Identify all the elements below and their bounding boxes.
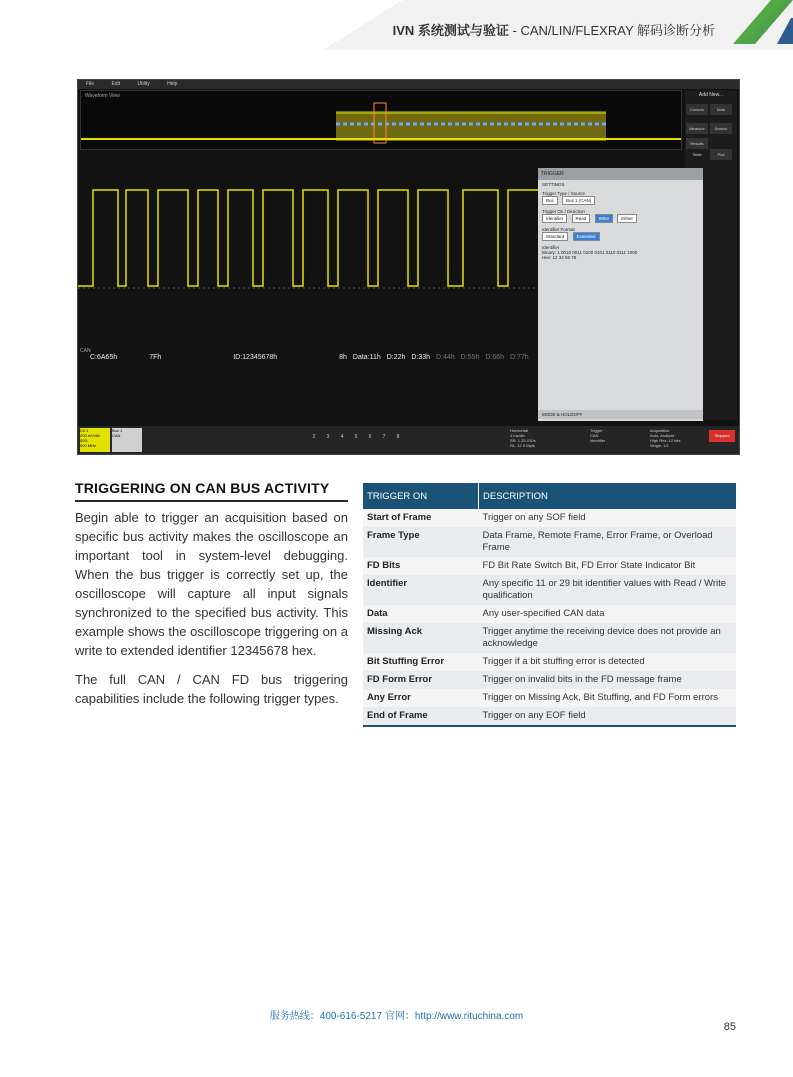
table-bottom-rule bbox=[363, 725, 736, 727]
trigger-description: Trigger on any EOF field bbox=[479, 707, 737, 725]
acquisition-count: Single: 1/1 bbox=[650, 443, 669, 448]
trigger-type-row: Trigger Type / Source Bus Bus 1 (CAN) bbox=[538, 189, 703, 207]
note-button[interactable]: Note bbox=[710, 104, 732, 115]
cursors-button[interactable]: Cursors bbox=[686, 104, 708, 115]
table-row bbox=[363, 509, 736, 527]
page-header bbox=[393, 20, 715, 39]
direction-label: Direction bbox=[567, 209, 585, 214]
channel-3-button[interactable]: 3 bbox=[326, 434, 330, 440]
trigger-name: FD Bits bbox=[363, 557, 479, 575]
trigger-name: Missing Ack bbox=[363, 623, 479, 653]
bus1-value: CAN bbox=[112, 433, 121, 438]
hex-value[interactable]: 12 34 56 78 bbox=[552, 255, 577, 260]
trigger-name: Data bbox=[363, 605, 479, 623]
format-extended[interactable]: Extended bbox=[573, 232, 600, 241]
table-header-row bbox=[363, 483, 736, 509]
ch1-badge[interactable] bbox=[80, 428, 110, 452]
header-description: DESCRIPTION bbox=[479, 483, 737, 509]
trigger-description: Trigger on invalid bits in the FD message frame bbox=[479, 671, 737, 689]
plot-button[interactable]: Plot bbox=[710, 149, 732, 160]
table-row bbox=[363, 557, 736, 575]
header-trigger-on: TRIGGER ON bbox=[363, 483, 479, 509]
search-button[interactable]: Search bbox=[710, 123, 732, 134]
header-subtitle: - CAN/LIN/FLEXRAY 解码诊断分析 bbox=[508, 23, 715, 38]
trigger-on-label: Trigger On bbox=[542, 209, 564, 214]
stopped-button[interactable]: Stopped bbox=[709, 430, 735, 442]
left-text-column bbox=[75, 480, 348, 718]
waveform-view-label: Waveform View bbox=[85, 93, 120, 99]
acquisition-mode: Auto, Analyze bbox=[650, 433, 675, 438]
trigger-on-select[interactable]: Identifier bbox=[542, 214, 567, 223]
bus-label: CAN bbox=[80, 348, 91, 354]
horizontal-label: Horizontal bbox=[510, 428, 529, 433]
channel-4-button[interactable]: 4 bbox=[340, 434, 344, 440]
table-row bbox=[363, 653, 736, 671]
results-table-button[interactable]: Results Table bbox=[686, 138, 708, 149]
trigger-type-label: Trigger Type bbox=[542, 191, 568, 196]
channel-5-button[interactable]: 5 bbox=[354, 434, 358, 440]
page-number: 85 bbox=[723, 1021, 736, 1033]
channel-6-button[interactable]: 6 bbox=[368, 434, 372, 440]
bus1-badge[interactable] bbox=[112, 428, 142, 452]
trigger-name: Bit Stuffing Error bbox=[363, 653, 479, 671]
table-row bbox=[363, 707, 736, 725]
bus-packet-d33: D:33h bbox=[411, 354, 431, 361]
trigger-description: FD Bit Rate Switch Bit, FD Error State Indicator Bit bbox=[479, 557, 737, 575]
menu-utility: Utility bbox=[137, 81, 150, 87]
acquisition-label: Acquisition bbox=[650, 428, 670, 433]
paragraph-2: The full CAN / CAN FD bus triggering capabilities include the following trigger types. bbox=[75, 672, 348, 706]
binary-label: Binary bbox=[542, 250, 555, 255]
horizontal-sample-rate: SR: 1.25 GS/s bbox=[510, 438, 536, 443]
ch1-scale: 200 mV/div bbox=[80, 433, 101, 438]
menu-help: Help bbox=[167, 81, 178, 87]
table-row bbox=[363, 689, 736, 707]
bus-packet-d66: D:66h bbox=[485, 354, 504, 361]
bus-packet-d77: D:77h bbox=[509, 354, 529, 361]
overview-trace bbox=[81, 91, 681, 149]
hex-label: Hex bbox=[542, 255, 551, 260]
trigger-type-select[interactable]: Bus bbox=[542, 196, 558, 205]
bus-packet-crc: C:6A65h bbox=[90, 354, 118, 361]
trigger-description: Trigger on Missing Ack, Bit Stuffing, and FD Form errors bbox=[479, 689, 737, 707]
trigger-on-row: Trigger On / Direction Identifier Read Write Either bbox=[538, 207, 703, 225]
trigger-types-table bbox=[363, 483, 736, 725]
menu-file: File bbox=[86, 81, 95, 87]
direction-read[interactable]: Read bbox=[572, 214, 591, 223]
trigger-description: Data Frame, Remote Frame, Error Frame, or Overload Frame bbox=[479, 527, 737, 557]
table-row bbox=[363, 671, 736, 689]
format-standard[interactable]: Standard bbox=[542, 232, 568, 241]
add-new-label: Add New... bbox=[698, 92, 724, 98]
acquisition-resolution: High Res: 12 bits bbox=[650, 438, 681, 443]
identifier-label: Identifier bbox=[542, 245, 560, 250]
ch1-square-wave bbox=[78, 190, 538, 286]
bus-packet-d44: D:44h bbox=[436, 354, 455, 361]
trigger-name: End of Frame bbox=[363, 707, 479, 725]
scope-menu-bar bbox=[78, 80, 739, 89]
section-title: TRIGGERING ON CAN BUS ACTIVITY bbox=[75, 480, 348, 502]
bus-packet-7fh: 7Fh bbox=[149, 354, 162, 361]
bus-packet-data: Data:11h bbox=[352, 354, 381, 361]
trigger-settings-panel bbox=[538, 168, 703, 421]
bus-packet-dlc: 8h bbox=[339, 354, 347, 361]
measure-button[interactable]: Measure bbox=[686, 123, 708, 134]
channel-8-button[interactable]: 8 bbox=[396, 434, 400, 440]
horizontal-record-length: RL: 12.5 Mpts bbox=[510, 443, 535, 448]
ch1-label: Ch 1 bbox=[80, 428, 89, 433]
trigger-name: Frame Type bbox=[363, 527, 479, 557]
bus-packet-d22: D:22h bbox=[386, 354, 406, 361]
identifier-row: Identifier Binary: 1 0010 0011 0100 0101 0110 0111 1000 Hex: 12 34 56 78 bbox=[542, 245, 638, 260]
footer-contact: 服务热线：400-616-5217 官网：http://www.rituchina.com bbox=[269, 1011, 524, 1022]
trigger-status-label: Trigger bbox=[590, 428, 603, 433]
trigger-name: Identifier bbox=[363, 575, 479, 605]
source-label: Source bbox=[570, 191, 586, 196]
mode-holdoff-bar[interactable]: MODE & HOLDOFF bbox=[538, 410, 703, 419]
channel-7-button[interactable]: 7 bbox=[382, 434, 386, 440]
trigger-description: Trigger if a bit stuffing error is detected bbox=[479, 653, 737, 671]
trigger-description: Any user-specified CAN data bbox=[479, 605, 737, 623]
trigger-status-type: Identifier bbox=[590, 438, 606, 443]
identifier-format-label: Identifier Format bbox=[542, 227, 575, 232]
waveform-overview bbox=[80, 90, 682, 150]
zoomed-trace bbox=[78, 170, 538, 350]
trigger-name: Start of Frame bbox=[363, 509, 479, 527]
binary-value[interactable]: 1 0010 0011 0100 0101 0110 0111 1000 bbox=[557, 250, 638, 255]
bus-packet-d55: D:55h bbox=[460, 354, 480, 361]
horizontal-scale: 1 ms/div bbox=[510, 433, 525, 438]
trigger-description: Trigger anytime the receiving device does not provide an acknowledge bbox=[479, 623, 737, 653]
trigger-panel-title: TRIGGER bbox=[538, 168, 703, 180]
ch1-impedance: 50Ω bbox=[80, 438, 88, 443]
can-bus-decode-row bbox=[80, 348, 620, 364]
table-row bbox=[363, 575, 736, 605]
acquisition-readout[interactable] bbox=[650, 428, 680, 448]
bus-packet-id: ID:12345678h bbox=[233, 354, 278, 361]
identifier-format-row bbox=[538, 225, 703, 243]
horizontal-readout[interactable] bbox=[510, 428, 536, 448]
trigger-description: Any specific 11 or 29 bit identifier values with Read / Write qualification bbox=[479, 575, 737, 605]
source-select[interactable]: Bus 1 (CAN) bbox=[562, 196, 595, 205]
paragraph-1: Begin able to trigger an acquisition based on specific bus activity makes the oscilloscope an important tool in system-level debugging. When the bus trigger is correctly set up, the oscilloscope will capture all input signals synchronized to the specified bus activity. This example shows the oscilloscope triggering on a write to extended identifier 12345678 hex. bbox=[75, 510, 348, 658]
menu-edit: Edit bbox=[111, 81, 121, 87]
trigger-settings-label: SETTINGS bbox=[542, 182, 565, 187]
direction-either[interactable]: Either bbox=[617, 214, 637, 223]
channel-2-button[interactable]: 2 bbox=[312, 434, 316, 440]
table-row bbox=[363, 605, 736, 623]
direction-write[interactable]: Write bbox=[595, 214, 613, 223]
trigger-status-source: CAN bbox=[590, 433, 599, 438]
oscilloscope-screenshot bbox=[77, 79, 740, 455]
overview-burst bbox=[336, 111, 606, 141]
trigger-name: Any Error bbox=[363, 689, 479, 707]
scope-status-bar bbox=[78, 426, 739, 454]
ch1-bandwidth: 500 MHz bbox=[80, 443, 97, 448]
table-row bbox=[363, 623, 736, 653]
trigger-description: Trigger on any SOF field bbox=[479, 509, 737, 527]
header-brand: IVN 系统测试与验证 bbox=[392, 23, 509, 38]
table-row bbox=[363, 527, 736, 557]
trigger-readout[interactable] bbox=[590, 428, 605, 443]
bus1-label: Bus 1 bbox=[112, 428, 123, 433]
trigger-name: FD Form Error bbox=[363, 671, 479, 689]
